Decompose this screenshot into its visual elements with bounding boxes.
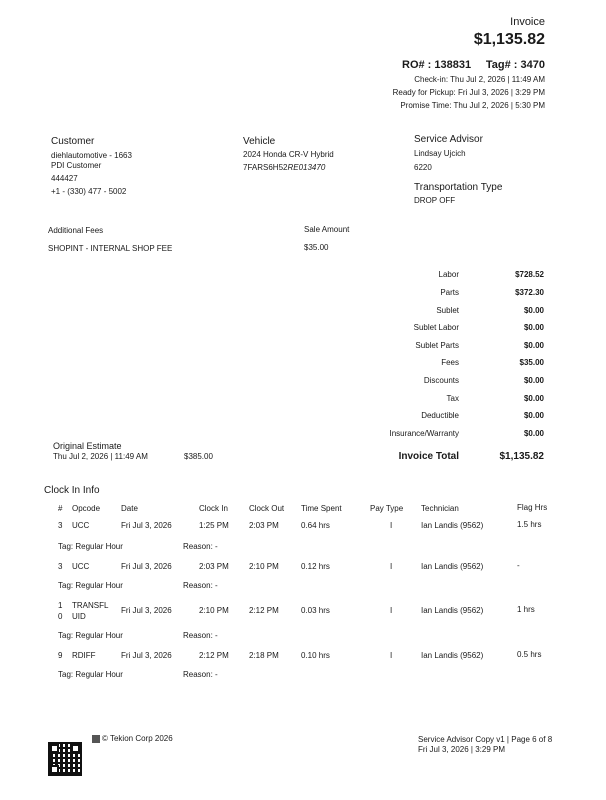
qr-code-icon <box>48 742 82 776</box>
row-flag-hrs: 0.5 hrs <box>517 650 542 659</box>
row-num: 9 <box>58 651 63 660</box>
row-technician: Ian Landis (9562) <box>421 606 484 615</box>
tekion-logo-icon <box>92 735 100 743</box>
total-value: $0.00 <box>523 411 544 420</box>
row-flag-hrs: 1.5 hrs <box>517 520 542 529</box>
original-estimate-amount: $385.00 <box>184 452 213 461</box>
invoice-total-value: $1,135.82 <box>499 451 544 462</box>
customer-line2: PDI Customer <box>51 161 102 170</box>
row-clock-out: 2:12 PM <box>249 606 279 615</box>
row-technician: Ian Landis (9562) <box>421 562 484 571</box>
total-label: Tax <box>446 394 459 403</box>
row-opcode: UCC <box>72 521 90 530</box>
fee-item: SHOPINT - INTERNAL SHOP FEE <box>48 244 173 253</box>
sale-amount-label: Sale Amount <box>304 225 350 234</box>
transportation-value: DROP OFF <box>414 196 456 205</box>
row-opcode: RDIFF <box>72 651 96 660</box>
row-clock-in: 1:25 PM <box>199 521 229 530</box>
customer-label: Customer <box>51 136 95 147</box>
additional-fees-label: Additional Fees <box>48 226 104 235</box>
ready-pickup-time: Ready for Pickup: Fri Jul 3, 2026 | 3:29 PM <box>392 88 545 97</box>
row-technician: Ian Landis (9562) <box>421 521 484 530</box>
row-opcode: UCC <box>72 562 90 571</box>
footer-date: Fri Jul 3, 2026 | 3:29 PM <box>418 745 506 754</box>
row-date: Fri Jul 3, 2026 <box>121 562 172 571</box>
clock-in-title: Clock In Info <box>44 485 100 496</box>
col-header: Pay Type <box>370 504 404 513</box>
service-advisor-name: Lindsay Ujcich <box>414 149 466 158</box>
row-pay-type: I <box>390 651 393 660</box>
total-value: $372.30 <box>515 288 544 297</box>
vehicle-vin <box>243 163 325 172</box>
row-tag: Tag: Regular Hour <box>58 581 123 590</box>
total-value: $0.00 <box>523 323 544 332</box>
row-time-spent: 0.10 hrs <box>301 651 330 660</box>
invoice-title: Invoice <box>510 16 545 28</box>
row-opcode-line2: UID <box>72 612 86 621</box>
row-num-line2: 0 <box>58 612 63 621</box>
checkin-time: Check-in: Thu Jul 2, 2026 | 11:49 AM <box>414 75 545 84</box>
row-pay-type: I <box>390 606 393 615</box>
row-clock-in: 2:12 PM <box>199 651 229 660</box>
vin-suffix: RE013470 <box>287 163 326 172</box>
row-tag: Tag: Regular Hour <box>58 542 123 551</box>
original-estimate-date: Thu Jul 2, 2026 | 11:49 AM <box>53 452 148 461</box>
customer-phone: +1 - (330) 477 - 5002 <box>51 187 127 196</box>
invoice-total-label: Invoice Total <box>398 451 459 462</box>
row-num: 3 <box>58 521 63 530</box>
vehicle-model: 2024 Honda CR-V Hybrid <box>243 150 334 159</box>
fee-amount: $35.00 <box>304 243 329 252</box>
footer-brand-text: © Tekion Corp 2026 <box>102 734 173 743</box>
total-label: Labor <box>438 270 459 279</box>
original-estimate-label: Original Estimate <box>53 441 122 451</box>
col-header: Clock Out <box>249 504 285 513</box>
row-num: 3 <box>58 562 63 571</box>
col-header: Flag Hrs <box>517 503 548 512</box>
row-clock-in: 2:03 PM <box>199 562 229 571</box>
col-header: Date <box>121 504 138 513</box>
row-time-spent: 0.03 hrs <box>301 606 330 615</box>
row-clock-out: 2:03 PM <box>249 521 279 530</box>
total-value: $0.00 <box>523 429 544 438</box>
customer-line1: diehlautomotive - 1663 <box>51 151 132 160</box>
row-reason: Reason: - <box>183 581 218 590</box>
row-date: Fri Jul 3, 2026 <box>121 521 172 530</box>
promise-time: Promise Time: Thu Jul 2, 2026 | 5:30 PM <box>400 101 545 110</box>
total-value: $0.00 <box>523 394 544 403</box>
footer-brand <box>92 734 173 743</box>
row-technician: Ian Landis (9562) <box>421 651 484 660</box>
total-value: $0.00 <box>523 341 544 350</box>
vin-prefix: 7FARS6H52 <box>243 163 288 172</box>
total-value: $0.00 <box>523 306 544 315</box>
row-pay-type: I <box>390 562 393 571</box>
row-time-spent: 0.12 hrs <box>301 562 330 571</box>
row-flag-hrs: 1 hrs <box>517 605 535 614</box>
row-date: Fri Jul 3, 2026 <box>121 651 172 660</box>
row-flag-hrs: - <box>517 561 520 570</box>
total-value: $0.00 <box>523 376 544 385</box>
total-label: Deductible <box>421 411 459 420</box>
total-value: $35.00 <box>519 358 544 367</box>
row-date: Fri Jul 3, 2026 <box>121 606 172 615</box>
service-advisor-label: Service Advisor <box>414 134 483 145</box>
row-reason: Reason: - <box>183 670 218 679</box>
customer-line3: 444427 <box>51 174 78 183</box>
col-header: Time Spent <box>301 504 342 513</box>
invoice-header-total: $1,135.82 <box>473 31 545 48</box>
row-clock-out: 2:10 PM <box>249 562 279 571</box>
row-pay-type: I <box>390 521 393 530</box>
total-label: Discounts <box>423 376 459 385</box>
total-label: Insurance/Warranty <box>389 429 459 438</box>
row-num: 1 <box>58 601 63 610</box>
vehicle-label: Vehicle <box>243 136 276 147</box>
row-tag: Tag: Regular Hour <box>58 670 123 679</box>
service-advisor-id: 6220 <box>414 163 432 172</box>
row-clock-out: 2:18 PM <box>249 651 279 660</box>
tag-number: Tag# : 3470 <box>485 59 545 71</box>
row-time-spent: 0.64 hrs <box>301 521 330 530</box>
col-header: Technician <box>421 504 459 513</box>
total-label: Sublet <box>436 306 459 315</box>
total-label: Fees <box>441 358 459 367</box>
row-reason: Reason: - <box>183 631 218 640</box>
col-header: Opcode <box>72 504 101 513</box>
row-tag: Tag: Regular Hour <box>58 631 123 640</box>
row-clock-in: 2:10 PM <box>199 606 229 615</box>
total-label: Sublet Labor <box>413 323 459 332</box>
col-header: Clock In <box>199 504 228 513</box>
transportation-label: Transportation Type <box>414 182 503 193</box>
col-header: # <box>58 504 63 513</box>
total-value: $728.52 <box>515 270 544 279</box>
ro-number: RO# : 138831 <box>402 59 472 71</box>
row-opcode: TRANSFL <box>72 601 109 610</box>
total-label: Sublet Parts <box>415 341 459 350</box>
total-label: Parts <box>440 288 459 297</box>
row-reason: Reason: - <box>183 542 218 551</box>
footer-copy: Service Advisor Copy v1 | Page 6 of 8 <box>418 735 553 744</box>
